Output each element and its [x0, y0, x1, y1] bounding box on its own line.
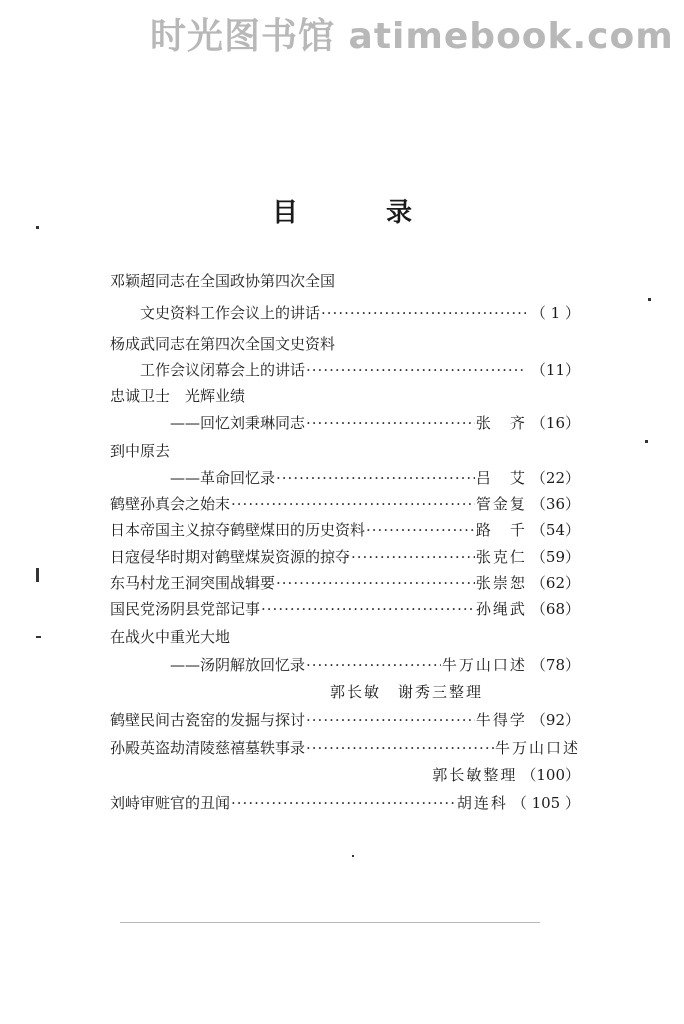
entry-author: 孙绳武 — [475, 600, 527, 618]
leader-dots — [276, 467, 475, 489]
leader-dots — [366, 519, 475, 541]
entry-title: 杨成武同志在第四次全国文史资料 — [110, 335, 336, 353]
entry-author: 牛万山口述 — [494, 739, 580, 757]
entry-title: 日本帝国主义掠夺鹤壁煤田的历史资料 — [110, 521, 366, 539]
entry-title: 东马村龙王洞突围战辑要 — [110, 574, 276, 592]
toc-entry — [110, 493, 580, 515]
leader-dots — [306, 359, 526, 381]
leader-dots — [261, 598, 475, 620]
entry-page-number: （11） — [530, 361, 580, 379]
entry-title: 工作会议闭幕会上的讲话 — [140, 361, 306, 379]
entry-title: 在战火中重光大地 — [110, 628, 231, 646]
watermark: 时光图书馆 atimebook.com — [150, 16, 674, 57]
leader-dots — [306, 737, 494, 759]
entry-title: 刘峙审赃官的丑闻 — [110, 794, 231, 812]
scan-speck — [36, 226, 39, 229]
toc-entry — [170, 654, 580, 676]
entry-page-number: （ 105 ） — [511, 794, 580, 812]
entry-page-number: （ 1 ） — [530, 304, 580, 322]
toc-entry — [110, 764, 580, 786]
toc-entry — [110, 546, 580, 568]
entry-title: ——汤阴解放回忆录 — [170, 656, 306, 674]
toc-entry — [170, 467, 580, 489]
entry-page-number: （62） — [530, 574, 580, 592]
toc-entry — [110, 270, 335, 292]
entry-title: 日寇侵华时期对鹤壁煤炭资源的掠夺 — [110, 548, 351, 566]
toc-entry — [110, 333, 335, 355]
toc-entry — [110, 709, 580, 731]
entry-title: 国民党汤阴县党部记事 — [110, 600, 261, 618]
entry-editors: 郭长敏 谢秀三整理 — [330, 683, 484, 701]
toc-entry — [330, 681, 483, 703]
toc-entry — [110, 519, 580, 541]
entry-title: 鹤壁民间古瓷窑的发掘与探讨 — [110, 711, 306, 729]
entry-author: 牛万山口述 — [441, 656, 527, 674]
toc-entry — [110, 598, 580, 620]
entry-title: 邓颖超同志在全国政协第四次全国 — [110, 272, 336, 290]
leader-dots — [321, 302, 526, 324]
entry-page-number: （16） — [530, 414, 580, 432]
toc-entry — [110, 626, 230, 648]
entry-author: 路 千 — [475, 521, 527, 539]
entry-title: 忠诚卫士 光辉业绩 — [110, 387, 246, 405]
entry-page-number: （22） — [530, 469, 580, 487]
entry-title: ——回忆刘秉琳同志 — [170, 414, 306, 432]
scan-speck — [36, 636, 41, 638]
leader-dots — [306, 709, 475, 731]
scan-speck — [352, 855, 354, 857]
entry-page-number: （36） — [530, 495, 580, 513]
scan-speck — [645, 440, 648, 443]
entry-author: 胡连科 — [456, 794, 508, 812]
entry-page-number: （92） — [530, 711, 580, 729]
entry-author: 张克仁 — [475, 548, 527, 566]
toc-entry — [140, 302, 580, 324]
toc-entry — [110, 385, 245, 407]
entry-author: 张崇恕 — [475, 574, 527, 592]
entry-page-number: （68） — [530, 600, 580, 618]
entry-title: 文史资料工作会议上的讲话 — [140, 304, 321, 322]
entry-title: ——革命回忆录 — [170, 469, 276, 487]
leader-dots — [231, 493, 475, 515]
entry-page-number: （100） — [521, 766, 580, 784]
scan-speck — [648, 298, 651, 301]
leader-dots — [306, 654, 441, 676]
toc-entry — [110, 737, 580, 759]
leader-dots — [231, 792, 456, 814]
entry-title: 到中原去 — [110, 442, 171, 460]
entry-title: 鹤壁孙真会之始末 — [110, 495, 231, 513]
entry-author: 吕 艾 — [475, 469, 527, 487]
toc-entry — [110, 440, 170, 462]
entry-author: 管金复 — [475, 495, 527, 513]
toc-entry — [170, 412, 580, 434]
toc-entry — [110, 792, 580, 814]
entry-editors: 郭长敏整理 — [432, 766, 518, 784]
entry-author: 牛得学 — [475, 711, 527, 729]
toc-entry — [110, 572, 580, 594]
leader-dots — [306, 412, 475, 434]
entry-title: 孙殿英盗劫清陵慈禧墓轶事录 — [110, 739, 306, 757]
entry-page-number: （78） — [530, 656, 580, 674]
toc-entry — [140, 359, 580, 381]
entry-page-number: （54） — [530, 521, 580, 539]
entry-author: 张 齐 — [475, 414, 527, 432]
scan-speck — [36, 568, 39, 582]
leader-dots — [351, 546, 475, 568]
scan-noise — [120, 922, 540, 923]
entry-page-number: （59） — [530, 548, 580, 566]
page-title: 目 录 — [271, 198, 413, 228]
leader-dots — [276, 572, 475, 594]
